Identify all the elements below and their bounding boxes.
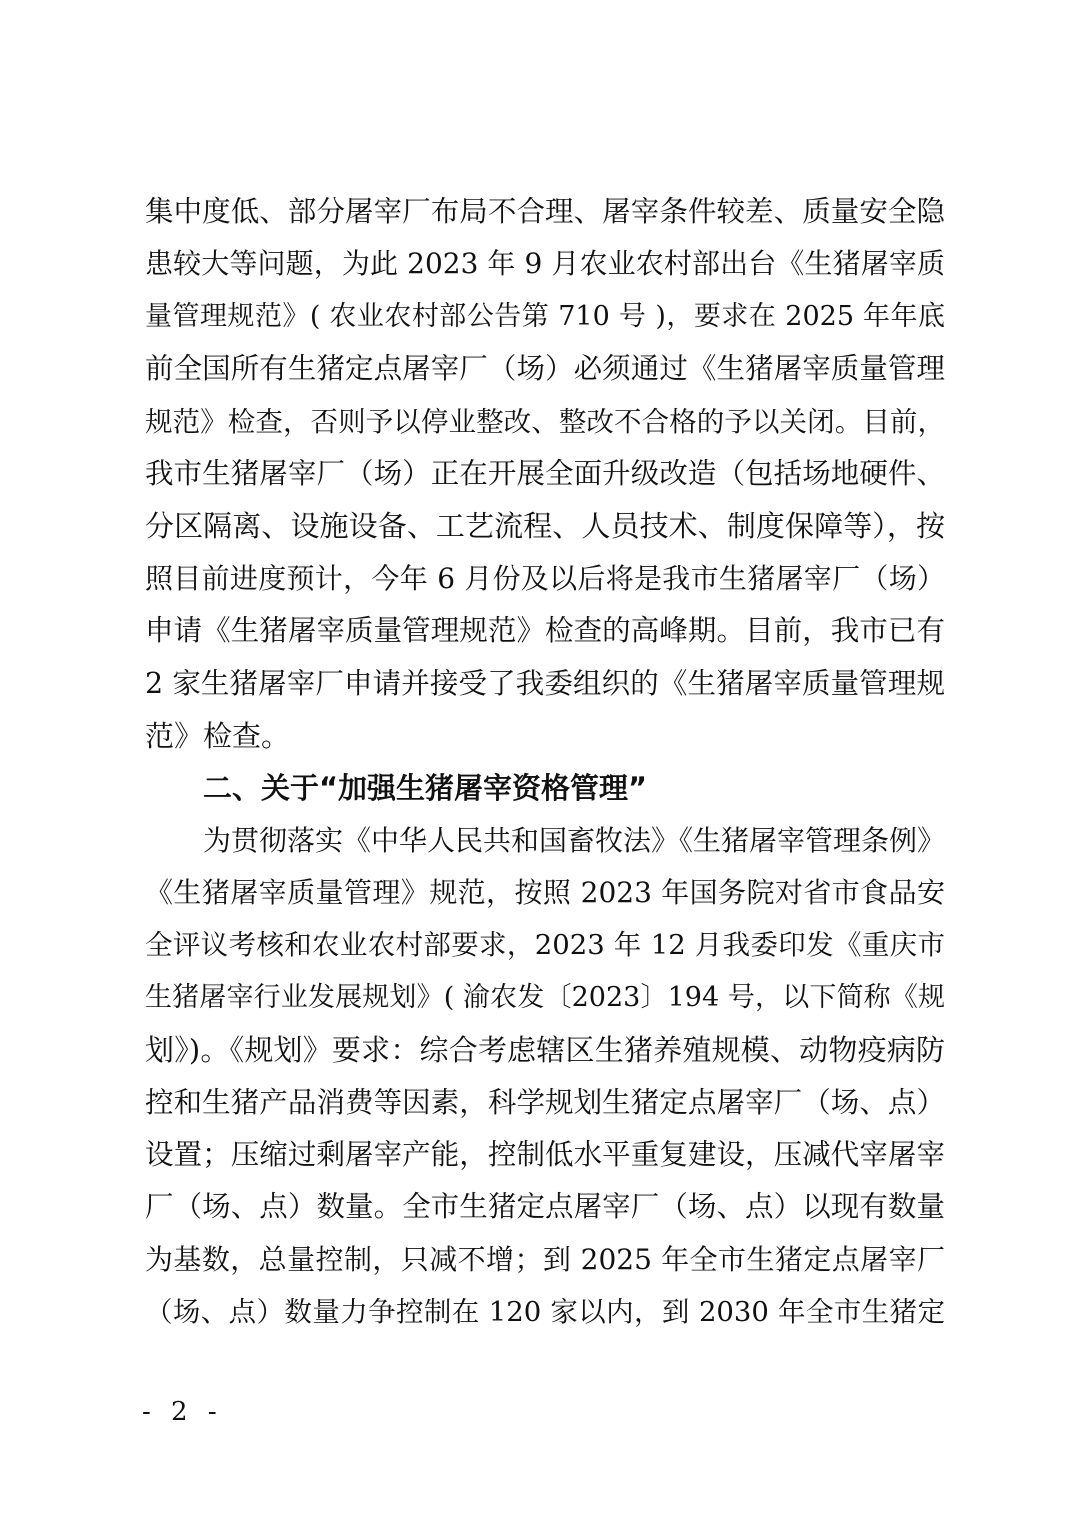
text-line: 为基数，总量控制，只减不增；到 2025 年全市生猪定点屠宰厂 [145,1242,945,1276]
text-line: 申请《生猪屠宰质量管理规范》检查的高峰期。目前，我市已有 [145,614,945,648]
text-line: 《生猪屠宰质量管理》规范，按照 2023 年国务院对省市食品安 [145,876,945,910]
text-line: 集中度低、部分屠宰厂布局不合理、屠宰条件较差、质量安全隐 [145,195,945,228]
text-line: 我市生猪屠宰厂（场）正在开展全面升级改造（包括场地硬件、 [145,456,945,490]
text-line: 量管理规范》( 农业农村部公告第 710 号 )，要求在 2025 年年底 [145,300,945,332]
text-line: 照目前进度预计，今年 6 月份及以后将是我市生猪屠宰厂（场） [145,561,945,595]
text-line: 范》检查。 [145,718,291,753]
section-heading: 二、关于“加强生猪屠宰资格管理” [203,771,648,806]
text-line: 2 家生猪屠宰厂申请并接受了我委组织的《生猪屠宰质量管理规 [145,666,945,700]
text-line: 厂（场、点）数量。全市生猪定点屠宰厂（场、点）以现有数量 [145,1190,945,1224]
text-line: 规范》检查，否则予以停业整改、整改不合格的予以关闭。目前， [145,405,945,438]
text-line: 全评议考核和农业农村部要求，2023 年 12 月我委印发《重庆市 [145,929,945,962]
text-line: （场、点）数量力争控制在 120 家以内，到 2030 年全市生猪定 [145,1296,945,1329]
body-text [145,186,945,1339]
text-line: 生猪屠宰行业发展规划》( 渝农发〔2023〕194 号，以下简称《规 [145,981,945,1013]
text-line: 为贯彻落实《中华人民共和国畜牧法》《生猪屠宰管理条例》 [203,823,946,857]
text-line: 患较大等问题，为此 2023 年 9 月农业农村部出台《生猪屠宰质 [145,247,945,281]
page-number: - 2 - [142,1397,223,1427]
text-line: 前全国所有生猪定点屠宰厂（场）必须通过《生猪屠宰质量管理 [145,352,945,386]
text-line: 设置；压缩过剩屠宰产能，控制低水平重复建设，压减代宰屠宰 [145,1138,945,1172]
text-line: 分区隔离、设施设备、工艺流程、人员技术、制度保障等），按 [145,509,945,544]
text-line: 划》)。《规划》要求：综合考虑辖区生猪养殖规模、动物疫病防 [145,1033,945,1068]
text-line: 控和生猪产品消费等因素，科学规划生猪定点屠宰厂（场、点） [145,1085,945,1119]
